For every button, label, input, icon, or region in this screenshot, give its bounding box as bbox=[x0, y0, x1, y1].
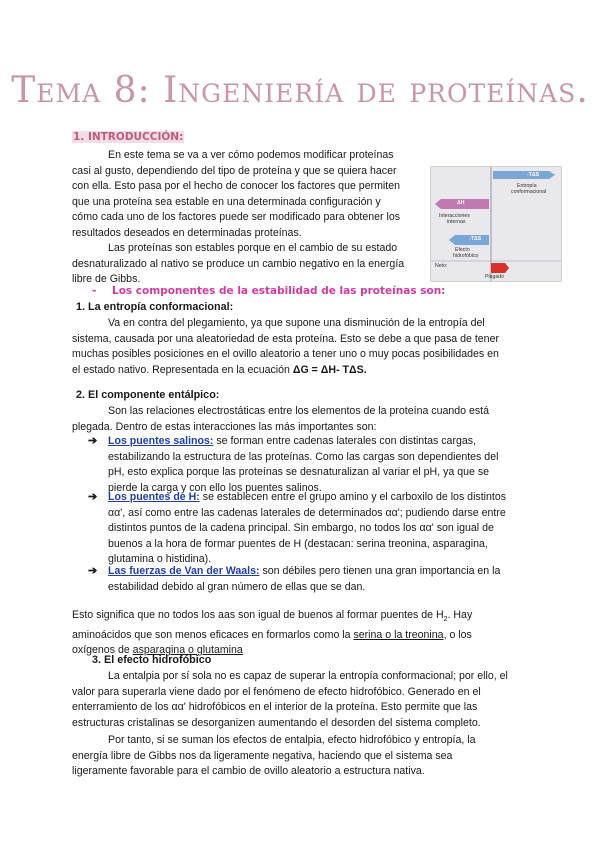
diagram-hydro-label-1: Efecto bbox=[455, 247, 470, 253]
entropy-last-line bbox=[72, 363, 527, 379]
diagram-plegado-label: Plegado bbox=[485, 274, 505, 280]
intro-line: resultados deseados en determinadas proteínas. bbox=[72, 226, 302, 239]
salt-bridges-line: pH, esto explica porque las proteínas se desnaturalizan al variar el pH, ya que se bbox=[108, 466, 490, 478]
conclusion-line-2-end: o los bbox=[446, 628, 472, 641]
summary-line: ligeramente favorable para el cambio de ovillo aleatorio a estructura nativa. bbox=[72, 765, 425, 777]
arrow-bullet-icon: ➔ bbox=[88, 491, 98, 503]
intro-line: casi al gusto, dependiendo del tipo de proteína y que se quiera hacer bbox=[72, 164, 397, 177]
arrow-bullet-icon: ➔ bbox=[88, 565, 98, 577]
page-title: Tema 8: Ingeniería de proteínas. bbox=[11, 70, 589, 111]
enthalpy-heading: 2. El componente entálpico: bbox=[76, 389, 220, 401]
diagram-hydro-label-2: hidrofóbico bbox=[453, 253, 479, 259]
intro-paragraph bbox=[72, 148, 420, 288]
hbonds-line: distintos puntos de la cadena principal. Sin embargo, no todos los αα' son igual de bbox=[108, 522, 494, 534]
hydrophobic-heading: 3. El efecto hidrofóbico bbox=[92, 654, 212, 666]
enthalpy-paragraph bbox=[72, 404, 527, 435]
diagram-interactions-label-2: internas bbox=[447, 219, 466, 225]
conclusion-line-2: aminoácidos que son menos eficaces en formarlos como la bbox=[72, 628, 354, 641]
asparagina-glutamina-underlined: asparagina o glutamina bbox=[132, 644, 243, 657]
hydrophobic-line: La entalpia por sí sola no es capaz de superar la entropía conformacional; por ello, el bbox=[108, 670, 508, 682]
vdw-line: estabilidad debido al gran número de ellas que se dan. bbox=[108, 580, 366, 593]
hydrophobic-line: enterramiento de los αα' hidrofóbicos en el interior de la proteína. Esto permite que las bbox=[72, 701, 478, 713]
serina-treonina-underlined: serina o la treonina, bbox=[353, 628, 447, 641]
vdw-link[interactable]: Las fuerzas de Van der Waals: bbox=[108, 565, 260, 577]
hydrophobic-line: estructuras cristalinas se desorganizen aumentando el desorden del sistema completo. bbox=[72, 716, 481, 729]
enthalpy-line: plegada. Dentro de estas interacciones las más importantes son: bbox=[72, 420, 377, 433]
enthalpy-line: Son las relaciones electrostáticas entre los elementos de la proteína cuando está bbox=[108, 405, 490, 417]
diagram-dh-label: ΔH bbox=[457, 200, 465, 206]
summary-line: Por tanto, si se suman los efectos de entalpia, efecto hidrofóbico y entropía, la bbox=[108, 734, 476, 746]
conclusion-paragraph bbox=[72, 608, 527, 659]
intro-line: cómo cada uno de los factores puede ser modificado para obtener los bbox=[72, 211, 401, 223]
salt-bridges-line: pierde la carga y con ello los puentes salinos. bbox=[108, 481, 322, 494]
diagram-top-label: -TΔS bbox=[527, 172, 540, 178]
stable-line: Las proteínas son estables porque en el cambio de su estado bbox=[108, 242, 398, 254]
intro-line: con ella. Esto pasa por el hecho de conocer los factores que permiten bbox=[72, 180, 401, 192]
intro-line: que una proteína sea estable en una determinada configuración y bbox=[72, 195, 381, 208]
entropy-line: Va en contra del plegamiento, ya que supone una disminución de la entropía del bbox=[108, 317, 485, 329]
gibbs-equation: ΔG = ΔH- TΔS. bbox=[292, 363, 367, 376]
stable-line: desnaturalizado al nativo se produce un cambio negativo en la energía bbox=[72, 257, 405, 270]
salt-bridges-text: se forman entre cadenas laterales con distintas cargas, bbox=[213, 435, 477, 447]
entropy-heading: 1. La entropía conformacional: bbox=[76, 301, 234, 313]
conclusion-subscript: 2 bbox=[443, 616, 448, 624]
hbonds-item bbox=[108, 490, 527, 568]
diagram-entropy-label-2: conformacional bbox=[511, 189, 547, 195]
entropy-last-text: el estado nativo. Representada en la ecuación bbox=[72, 363, 290, 376]
hbonds-link[interactable]: Los puentes de H: bbox=[108, 491, 200, 503]
hydrophobic-paragraph bbox=[72, 669, 527, 780]
diagram-interactions-label-1: Interacciones bbox=[439, 213, 470, 219]
stability-diagram bbox=[430, 166, 562, 282]
diagram-tds-label: -TΔS bbox=[469, 236, 482, 242]
components-heading: Los componentes de la estabilidad de las proteínas son: bbox=[112, 285, 446, 297]
diagram-neto-label: Neto: bbox=[435, 263, 448, 269]
hbonds-line: αα', así como entre las cadenas laterales de determinados αα'; pudiendo darse entre bbox=[108, 506, 506, 519]
entropy-line: sistema, causada por una aleatoriedad de esta proteína. Esto se debe a que pasa de tener bbox=[72, 332, 499, 345]
stable-line: libre de Gibbs. bbox=[72, 273, 141, 285]
entropy-line: muchas posibles posiciones en el ovillo aleatorio a tener uno o muy pocas posibilidades en bbox=[72, 348, 499, 360]
hydrophobic-line: valor para superarla viene dado por el fenómeno de efecto hidrofóbico. Generado en el bbox=[72, 685, 481, 698]
entropy-paragraph bbox=[72, 316, 527, 378]
section-heading-introduccion: 1. INTRODUCCIÓN: bbox=[73, 131, 184, 143]
hbonds-line: glutamina o histidina). bbox=[108, 553, 212, 565]
hbonds-line: buenos a la hora de formar puentes de H (destacan: serina treonina, asparagina, bbox=[108, 537, 488, 550]
salt-bridges-line: estabilizando la estructura de las proteínas. Como las cargas son dependientes del bbox=[108, 450, 499, 463]
salt-bridges-item bbox=[108, 434, 527, 496]
net-arrow bbox=[491, 263, 509, 273]
vdw-text: son débiles pero tienen una gran importancia en la bbox=[259, 565, 501, 577]
entropy-arrow bbox=[493, 171, 555, 179]
summary-line: energía libre de Gibbs nos da ligeramente negativa, haciendo que el sistema sea bbox=[72, 749, 453, 762]
hbonds-text: se establecen entre el grupo amino y el carboxilo de los distintos bbox=[199, 491, 507, 503]
conclusion-line-1-end: . Hay bbox=[447, 609, 473, 621]
vdw-item bbox=[108, 564, 527, 595]
intro-line: En este tema se va a ver cómo podemos modificar proteínas bbox=[108, 149, 394, 161]
conclusion-line-3: oxígenos de bbox=[72, 644, 133, 657]
conclusion-line-1: Esto significa que no todos los aas son igual de buenos al formar puentes de H bbox=[72, 609, 444, 621]
components-bullet: - bbox=[92, 285, 97, 297]
diagram-entropy-label-1: Entropía bbox=[517, 183, 537, 189]
salt-bridges-link[interactable]: Los puentes salinos: bbox=[108, 435, 214, 447]
arrow-bullet-icon: ➔ bbox=[88, 435, 98, 447]
